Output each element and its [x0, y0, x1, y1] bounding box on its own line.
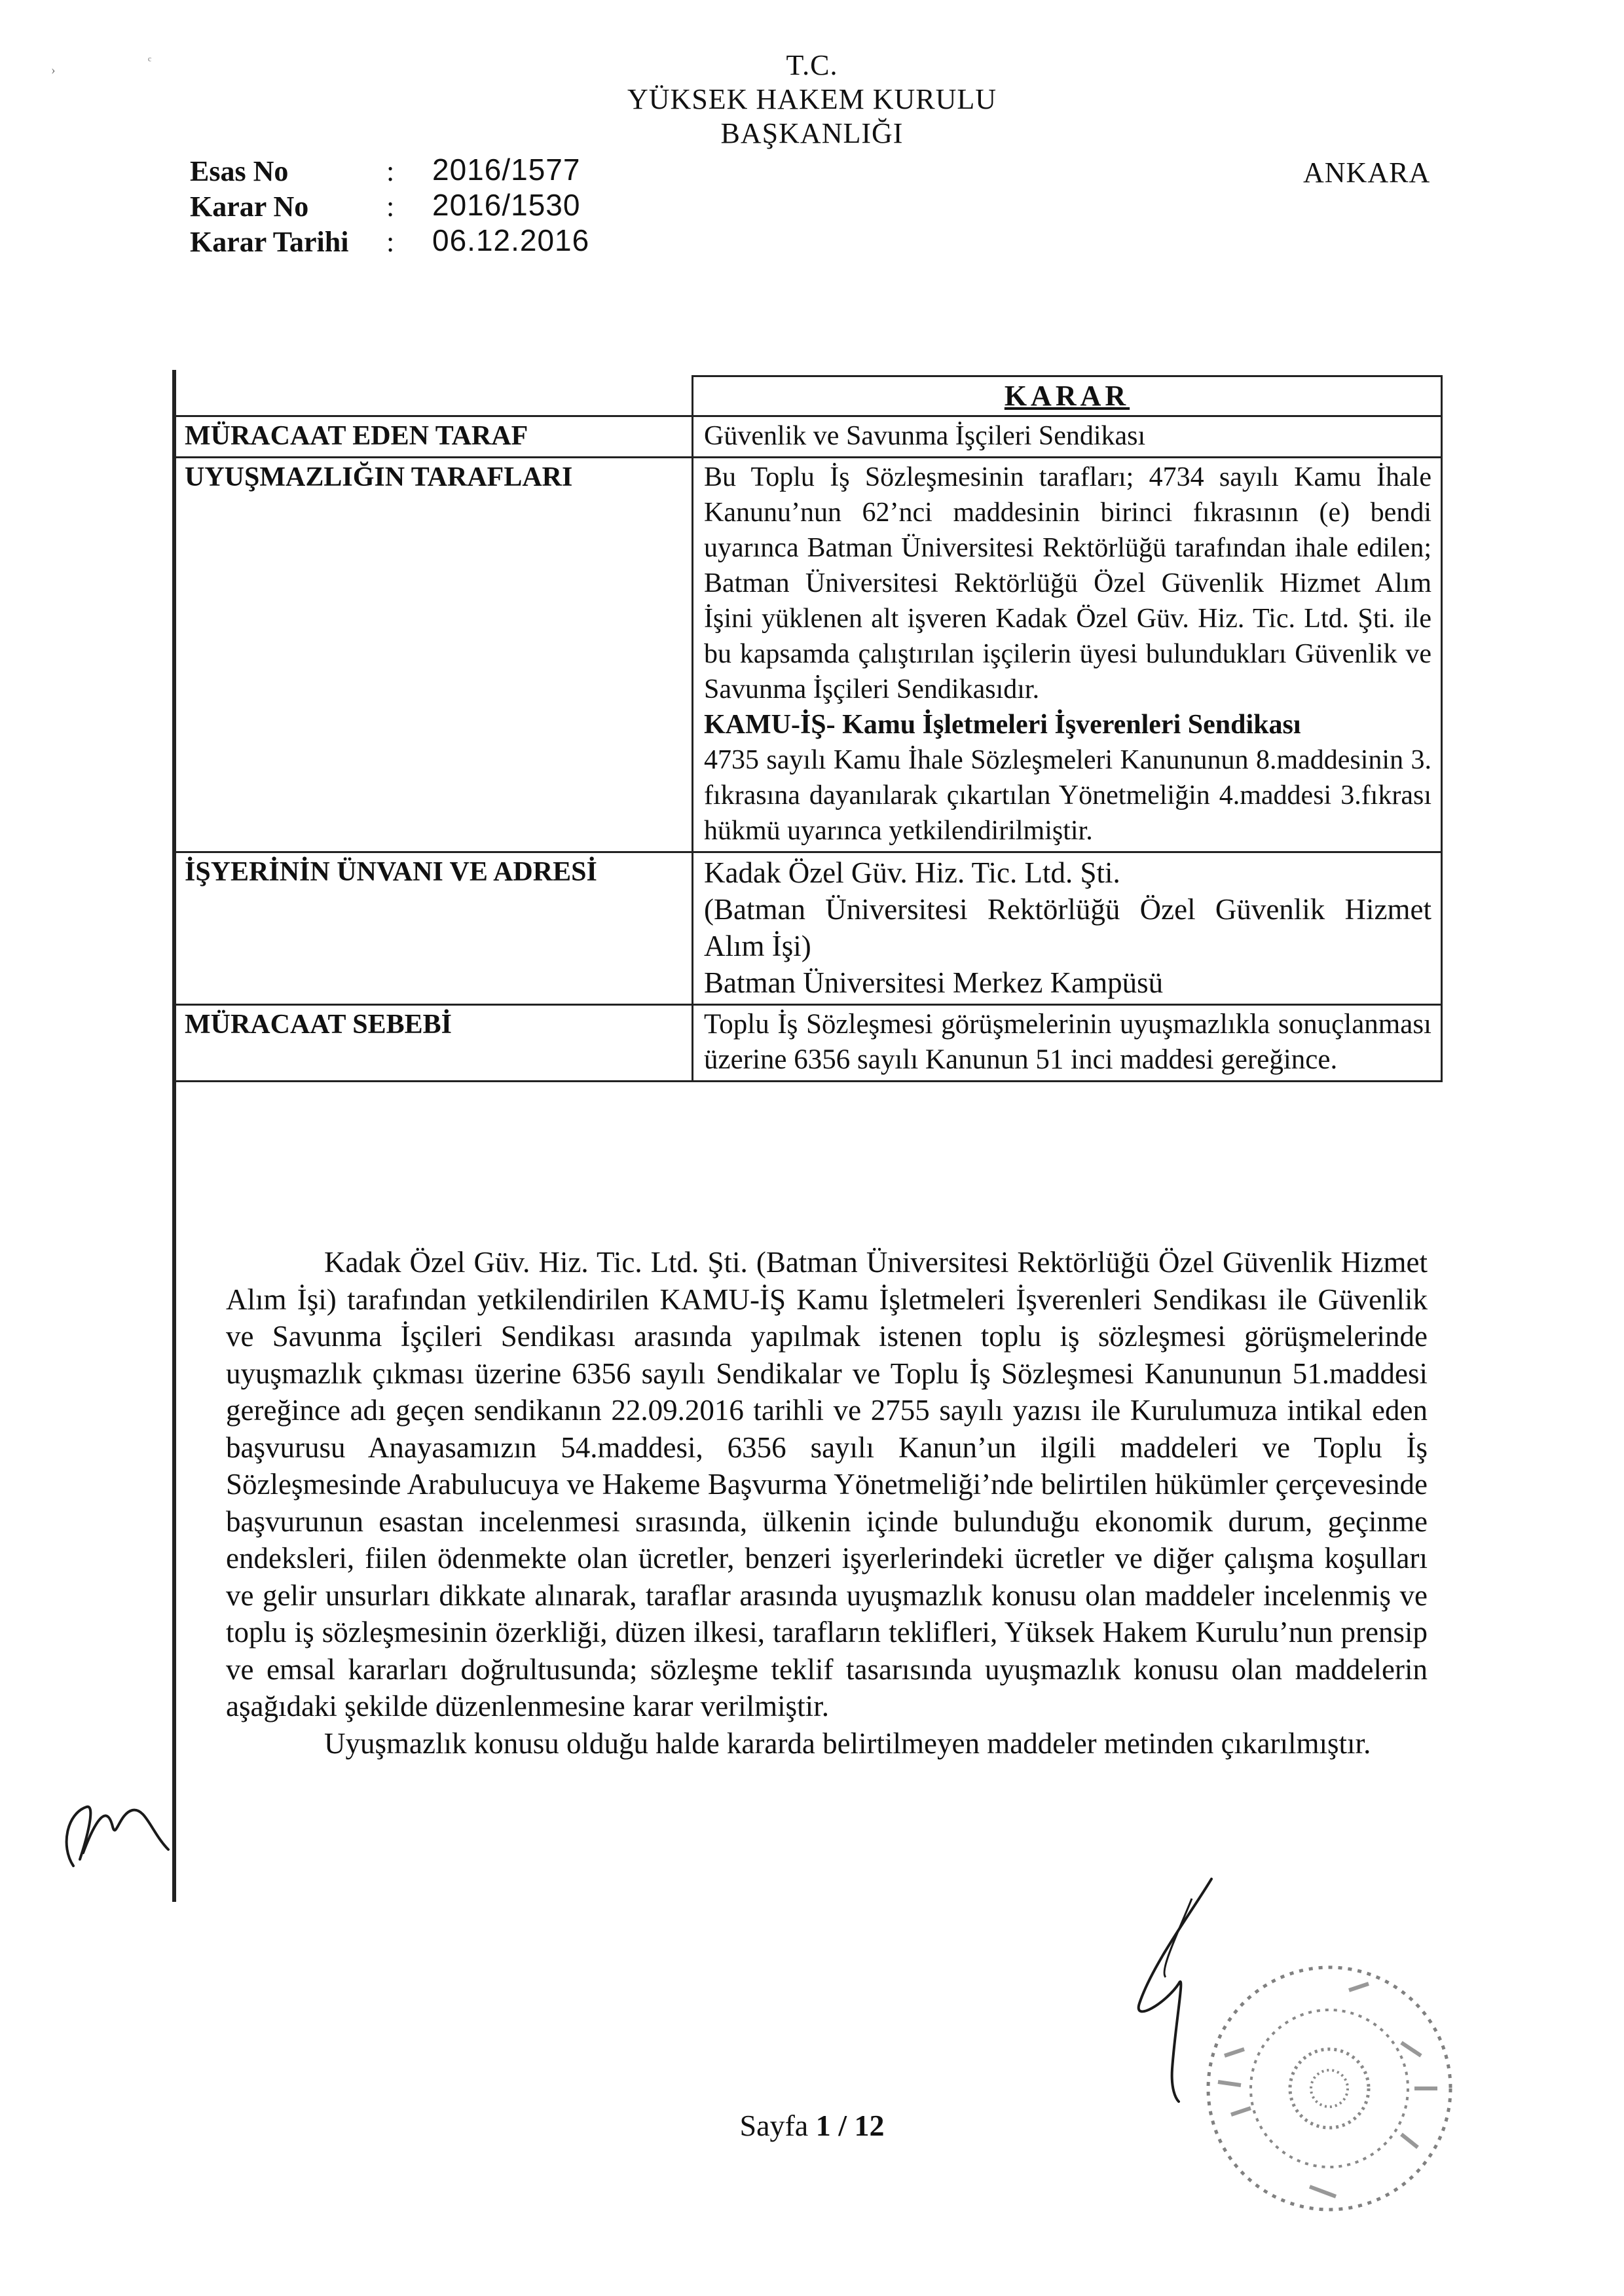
header-institution: YÜKSEK HAKEM KURULU [627, 83, 997, 115]
table-title-text: KARAR [1004, 380, 1130, 412]
header-department: BAŞKANLIĞI [720, 117, 904, 149]
page-number [0, 2108, 1624, 2143]
header-tc: T.C. [786, 49, 838, 81]
row-value-sebep [693, 1005, 1442, 1082]
meta-colon: : [386, 226, 395, 258]
table-row [174, 458, 1442, 852]
table-title [693, 376, 1442, 416]
body-paragraph: Kadak Özel Güv. Hiz. Tic. Ltd. Şti. (Batman Üniversitesi Rektörlüğü Özel Güvenlik Hizmet Alım İşi) tarafından yetkilendirilen KAMU-İŞ Kamu İşletmeleri İşverenleri Sendikası ile Güvenlik ve Savunma İşçileri Sendikası arasında yapılmak istenen toplu iş sözleşmesi görüşmelerinde uyuşmazlık çıkması üzerine 6356 sayılı Sendikalar ve Toplu İş Sözleşmesi Kanununun 51.maddesi gereğince adı geçen sendikanın 22.09.2016 tarihli ve 2755 sayılı yazısı ile Kurulumuza intikal eden başvurusu Anayasamızın 54.maddesi, 6356 sayılı Kanun’un ilgili maddeleri ve Toplu İş Sözleşmesinde Arabulucuya ve Hakeme Başvurma Yönetmeliği’nde belirtilen hükümler çerçevesinde başvurunun esastan incelenmesi sırasında, ülkenin içinde bulunduğu ekonomik durum, geçinme endeksleri, fiilen ödenmekte olan ücretler, benzeri işyerlerindeki ücretler ve diğer çalışma koşulları ve gelir unsurları dikkate alınarak, taraflar arasında uyuşmazlık konusu olan maddeler incelenmiş ve toplu iş sözleşmesinin özerkliği, düzen ilkesi, tarafların teklifleri, Yüksek Hakem Kurulu’nun prensip ve emsal kararları doğrultusunda; sözleşme teklif tasarısında uyuşmazlık konusu olan maddelerin aşağıdaki şekilde düzenlenmesine karar verilmiştir. [226, 1246, 1428, 1722]
decision-body [226, 1244, 1428, 1762]
address-line: (Batman Üniversitesi Rektörlüğü Özel Güvenlik Hizmet Alım İşi) [704, 893, 1431, 962]
esas-no-value: 2016/1577 [432, 153, 581, 187]
page-count: 1 / 12 [815, 2109, 885, 2142]
row-value-muracaat-eden [693, 416, 1442, 458]
karar-tarihi-value: 06.12.2016 [432, 223, 590, 257]
row-paragraph: Bu Toplu İş Sözleşmesinin tarafları; 4734 sayılı Kamu İhale Kanunu’nun 62’nci maddesinin birinci fıkrasının (e) bendi uyarınca Batman Üniversitesi Rektörlüğü tarafından ihale edilen; Batman Üniversitesi Rektörlüğü Özel Güvenlik Hizmet Alım İşini yüklenen alt işveren Kadak Özel Güv. Hiz. Tic. Ltd. Şti. ile bu kapsamda çalıştırılan işçilerin üyesi bulundukları Güvenlik ve Savunma İşçileri Sendikasıdır. [704, 462, 1431, 704]
karar-no-value: 2016/1530 [432, 188, 581, 222]
address-line: Batman Üniversitesi Merkez Kampüsü [704, 966, 1164, 999]
table-row [174, 1005, 1442, 1082]
meta-colon: : [386, 191, 395, 223]
row-label-muracaat-eden: MÜRACAAT EDEN TARAF [174, 416, 693, 458]
scan-mark: ᶜ [148, 54, 152, 68]
header-city: ANKARA [1303, 156, 1431, 189]
scan-mark: › [51, 63, 56, 77]
row-value-isyeri [693, 852, 1442, 1005]
table-row [174, 852, 1442, 1005]
address-line: Kadak Özel Güv. Hiz. Tic. Ltd. Şti. [704, 856, 1120, 889]
row-paragraph-bold: KAMU-İŞ- Kamu İşletmeleri İşverenleri Sendikası [704, 710, 1301, 740]
karar-tarihi-label: Karar Tarihi [190, 226, 349, 258]
meta-colon: : [386, 155, 395, 187]
row-label-isyeri: İŞYERİNİN ÜNVANI VE ADRESİ [174, 852, 693, 1005]
row-value-taraflar [693, 458, 1442, 852]
page-prefix: Sayfa [739, 2109, 816, 2142]
row-paragraph: Toplu İş Sözleşmesi görüşmelerinin uyuşmazlıkla sonuçlanması üzerine 6356 sayılı Kanunun 51 inci maddesi gereğince. [704, 1009, 1431, 1075]
row-label-sebep: MÜRACAAT SEBEBİ [174, 1005, 693, 1082]
row-paragraph: 4735 sayılı Kamu İhale Sözleşmeleri Kanununun 8.maddesinin 3. fıkrasına dayanılarak çıkartılan Yönetmeliğin 4.maddesi 3.fıkrası hükmü uyarınca yetkilendirilmiştir. [704, 745, 1431, 846]
table-title-row [174, 376, 1442, 416]
row-label-taraflar: UYUŞMAZLIĞIN TARAFLARI [174, 458, 693, 852]
esas-no-label: Esas No [190, 155, 289, 187]
body-paragraph: Uyuşmazlık konusu olduğu halde kararda belirtilmeyen maddeler metinden çıkarılmıştır. [324, 1726, 1371, 1760]
decision-table [172, 375, 1443, 1082]
row-paragraph: Güvenlik ve Savunma İşçileri Sendikası [704, 421, 1146, 451]
official-stamp [1179, 1951, 1480, 2226]
karar-no-label: Karar No [190, 191, 309, 223]
initials-signature [47, 1787, 178, 1879]
table-row [174, 416, 1442, 458]
